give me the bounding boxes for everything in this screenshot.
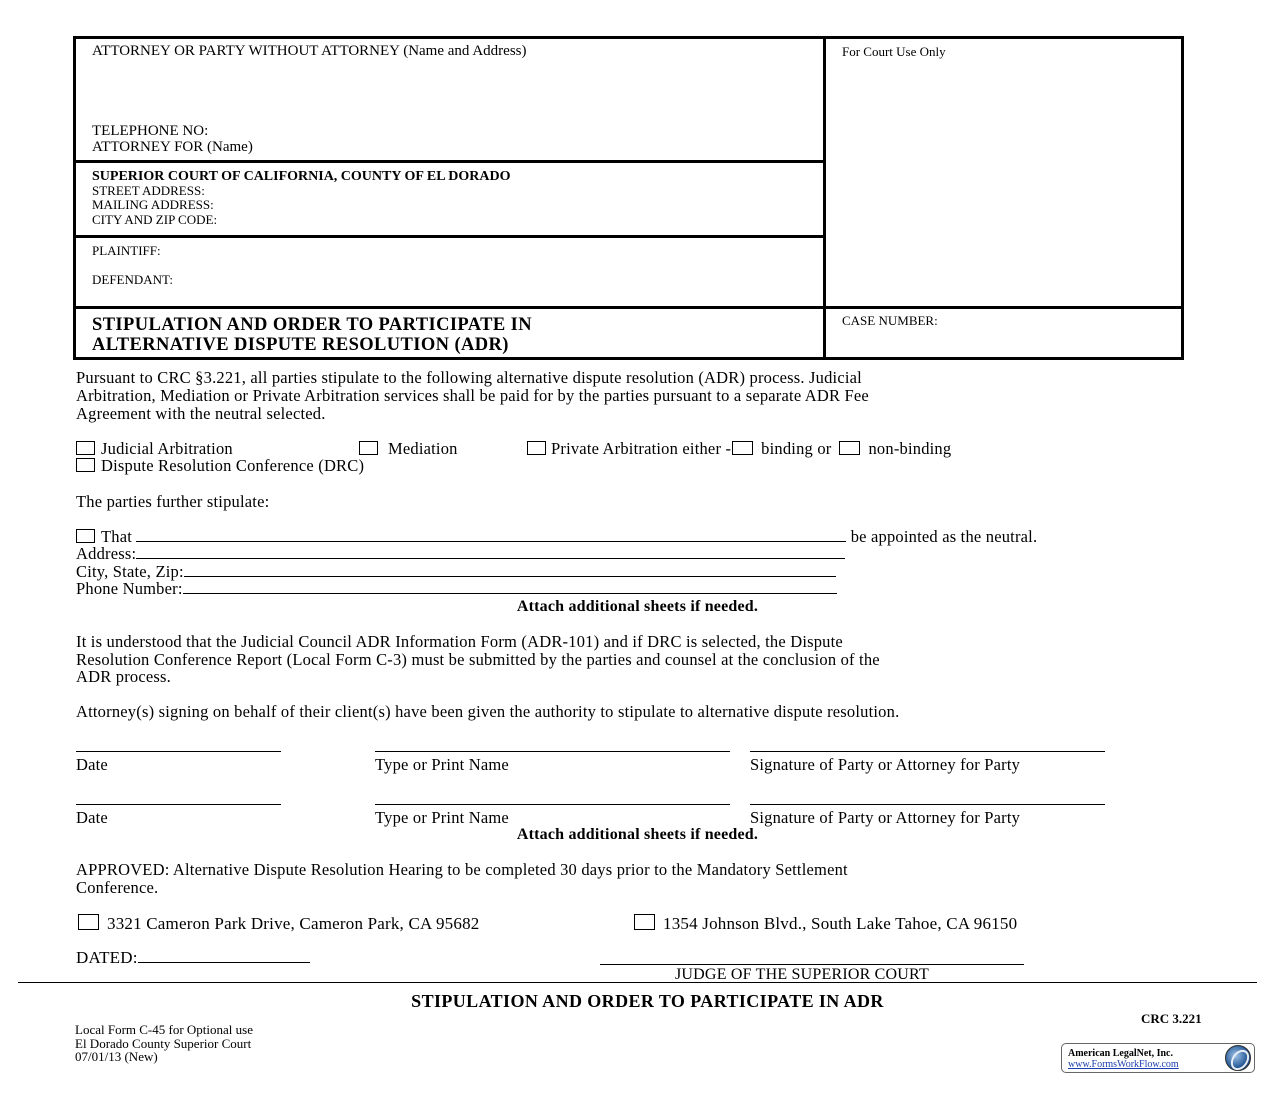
city-row	[76, 563, 836, 581]
logo-company-name: American LegalNet, Inc.	[1068, 1048, 1173, 1059]
court-name: SUPERIOR COURT OF CALIFORNIA, COUNTY OF EL DORADO	[92, 169, 511, 184]
authority-text: Attorney(s) signing on behalf of their client(s) have been given the authority to stipulate to alternative dispute resolution.	[76, 702, 900, 721]
label-judicial-arbitration: Judicial Arbitration	[101, 439, 233, 458]
case-number-label: CASE NUMBER:	[842, 313, 938, 328]
checkbox-non-binding[interactable]	[839, 441, 860, 455]
divider-title	[73, 306, 1184, 309]
appointed-text: be appointed as the neutral.	[850, 527, 1038, 546]
label-cameron-park: 3321 Cameron Park Drive, Cameron Park, CA 95682	[107, 914, 480, 933]
name-line-1[interactable]	[375, 751, 730, 752]
footer-rule	[18, 982, 1257, 983]
footer-court: El Dorado County Superior Court	[75, 1035, 252, 1051]
judge-signature-line[interactable]	[600, 964, 1024, 965]
city-zip-label: CITY AND ZIP CODE:	[92, 212, 218, 227]
telephone-label: TELEPHONE NO:	[92, 123, 209, 139]
location-south-lake-tahoe[interactable]	[634, 914, 1017, 933]
signature-line-2[interactable]	[750, 804, 1105, 805]
phone-row	[76, 580, 837, 598]
divider-parties	[73, 235, 825, 238]
label-private-arbitration: Private Arbitration either -	[551, 439, 732, 458]
logo-url-link[interactable]: www.FormsWorkFlow.com	[1068, 1059, 1179, 1070]
caption-frame	[73, 36, 1184, 360]
phone-field[interactable]	[183, 581, 837, 594]
checkbox-neutral[interactable]	[76, 529, 95, 543]
plaintiff-label: PLAINTIFF:	[92, 243, 161, 258]
location-cameron-park[interactable]	[78, 914, 479, 933]
date-label-1: Date	[76, 755, 108, 774]
address-label: Address:	[76, 544, 137, 563]
mailing-address-label: MAILING ADDRESS:	[92, 197, 214, 212]
attorney-label: ATTORNEY OR PARTY WITHOUT ATTORNEY (Name and Address)	[92, 43, 527, 59]
footer-title: STIPULATION AND ORDER TO PARTICIPATE IN ADR	[411, 991, 884, 1011]
footer-local-form: Local Form C-45 for Optional use	[75, 1022, 253, 1037]
checkbox-private-arbitration[interactable]	[527, 441, 546, 455]
footer-rule-number: CRC 3.221	[1141, 1011, 1202, 1026]
checkbox-cameron-park[interactable]	[78, 914, 99, 930]
checkbox-binding[interactable]	[732, 441, 753, 455]
attach-note-1: Attach additional sheets if needed.	[516, 598, 759, 615]
american-legalnet-logo[interactable]	[1061, 1043, 1255, 1073]
name-line-2[interactable]	[375, 804, 730, 805]
date-label-2: Date	[76, 808, 108, 827]
globe-icon	[1225, 1045, 1251, 1071]
form-title-line1: STIPULATION AND ORDER TO PARTICIPATE IN	[92, 315, 533, 335]
footer-form-info	[75, 1023, 253, 1064]
street-address-label: STREET ADDRESS:	[92, 183, 205, 198]
form-title-line2: ALTERNATIVE DISPUTE RESOLUTION (ADR)	[92, 335, 509, 355]
approved-line1: APPROVED: Alternative Dispute Resolution Hearing to be completed 30 days prior to the Mandatory Settlement	[76, 860, 848, 879]
further-stipulate: The parties further stipulate:	[76, 492, 270, 511]
caption-divider	[823, 36, 826, 360]
approved-line2: Conference.	[76, 878, 159, 897]
dated-row	[76, 949, 310, 967]
defendant-label: DEFENDANT:	[92, 272, 173, 287]
signature-line-1[interactable]	[750, 751, 1105, 752]
option-mediation[interactable]	[359, 440, 458, 458]
neutral-name-field[interactable]	[136, 529, 846, 542]
understood-line3: ADR process.	[76, 667, 171, 686]
label-drc: Dispute Resolution Conference (DRC)	[101, 456, 365, 475]
label-non-binding: non-binding	[868, 439, 952, 458]
city-state-zip-field[interactable]	[184, 564, 836, 577]
judge-label: JUDGE OF THE SUPERIOR COURT	[675, 966, 929, 983]
neutral-row	[76, 528, 1037, 546]
intro-line3: Agreement with the neutral selected.	[76, 404, 326, 423]
footer-date: 07/01/13 (New)	[75, 1049, 158, 1064]
court-use-label: For Court Use Only	[842, 44, 946, 59]
divider-court	[73, 160, 825, 163]
name-label-1: Type or Print Name	[375, 755, 509, 774]
address-field[interactable]	[136, 546, 845, 559]
checkbox-drc[interactable]	[76, 458, 95, 472]
attorney-for-label: ATTORNEY FOR (Name)	[92, 139, 253, 155]
label-binding: binding or	[761, 439, 832, 458]
dated-label: DATED:	[76, 948, 138, 967]
that-label: That	[101, 527, 133, 546]
option-drc[interactable]	[76, 457, 364, 475]
address-row	[76, 545, 845, 563]
phone-label: Phone Number:	[76, 579, 183, 598]
checkbox-mediation[interactable]	[359, 441, 378, 455]
name-label-2: Type or Print Name	[375, 808, 509, 827]
signature-label-1: Signature of Party or Attorney for Party	[750, 755, 1021, 774]
checkbox-south-lake-tahoe[interactable]	[634, 914, 655, 930]
checkbox-judicial-arbitration[interactable]	[76, 441, 95, 455]
label-south-lake-tahoe: 1354 Johnson Blvd., South Lake Tahoe, CA 96150	[663, 914, 1018, 933]
understood-line2: Resolution Conference Report (Local Form C-3) must be submitted by the parties and counsel at the conclusion of the	[76, 650, 880, 669]
label-mediation: Mediation	[388, 439, 458, 458]
option-private-arbitration[interactable]	[527, 440, 951, 458]
dated-field[interactable]	[138, 950, 310, 963]
date-line-2[interactable]	[76, 804, 281, 805]
intro-line1: Pursuant to CRC §3.221, all parties stipulate to the following alternative dispute resolution (ADR) process. Judicial	[76, 368, 862, 387]
city-state-zip-label: City, State, Zip:	[76, 562, 184, 581]
signature-label-2: Signature of Party or Attorney for Party	[750, 808, 1021, 827]
attach-note-2: Attach additional sheets if needed.	[516, 826, 759, 843]
intro-line2: Arbitration, Mediation or Private Arbitration services shall be paid for by the parties pursuant to a separate ADR Fee	[76, 386, 869, 405]
date-line-1[interactable]	[76, 751, 281, 752]
understood-line1: It is understood that the Judicial Council ADR Information Form (ADR-101) and if DRC is selected, the Dispute	[76, 632, 843, 651]
